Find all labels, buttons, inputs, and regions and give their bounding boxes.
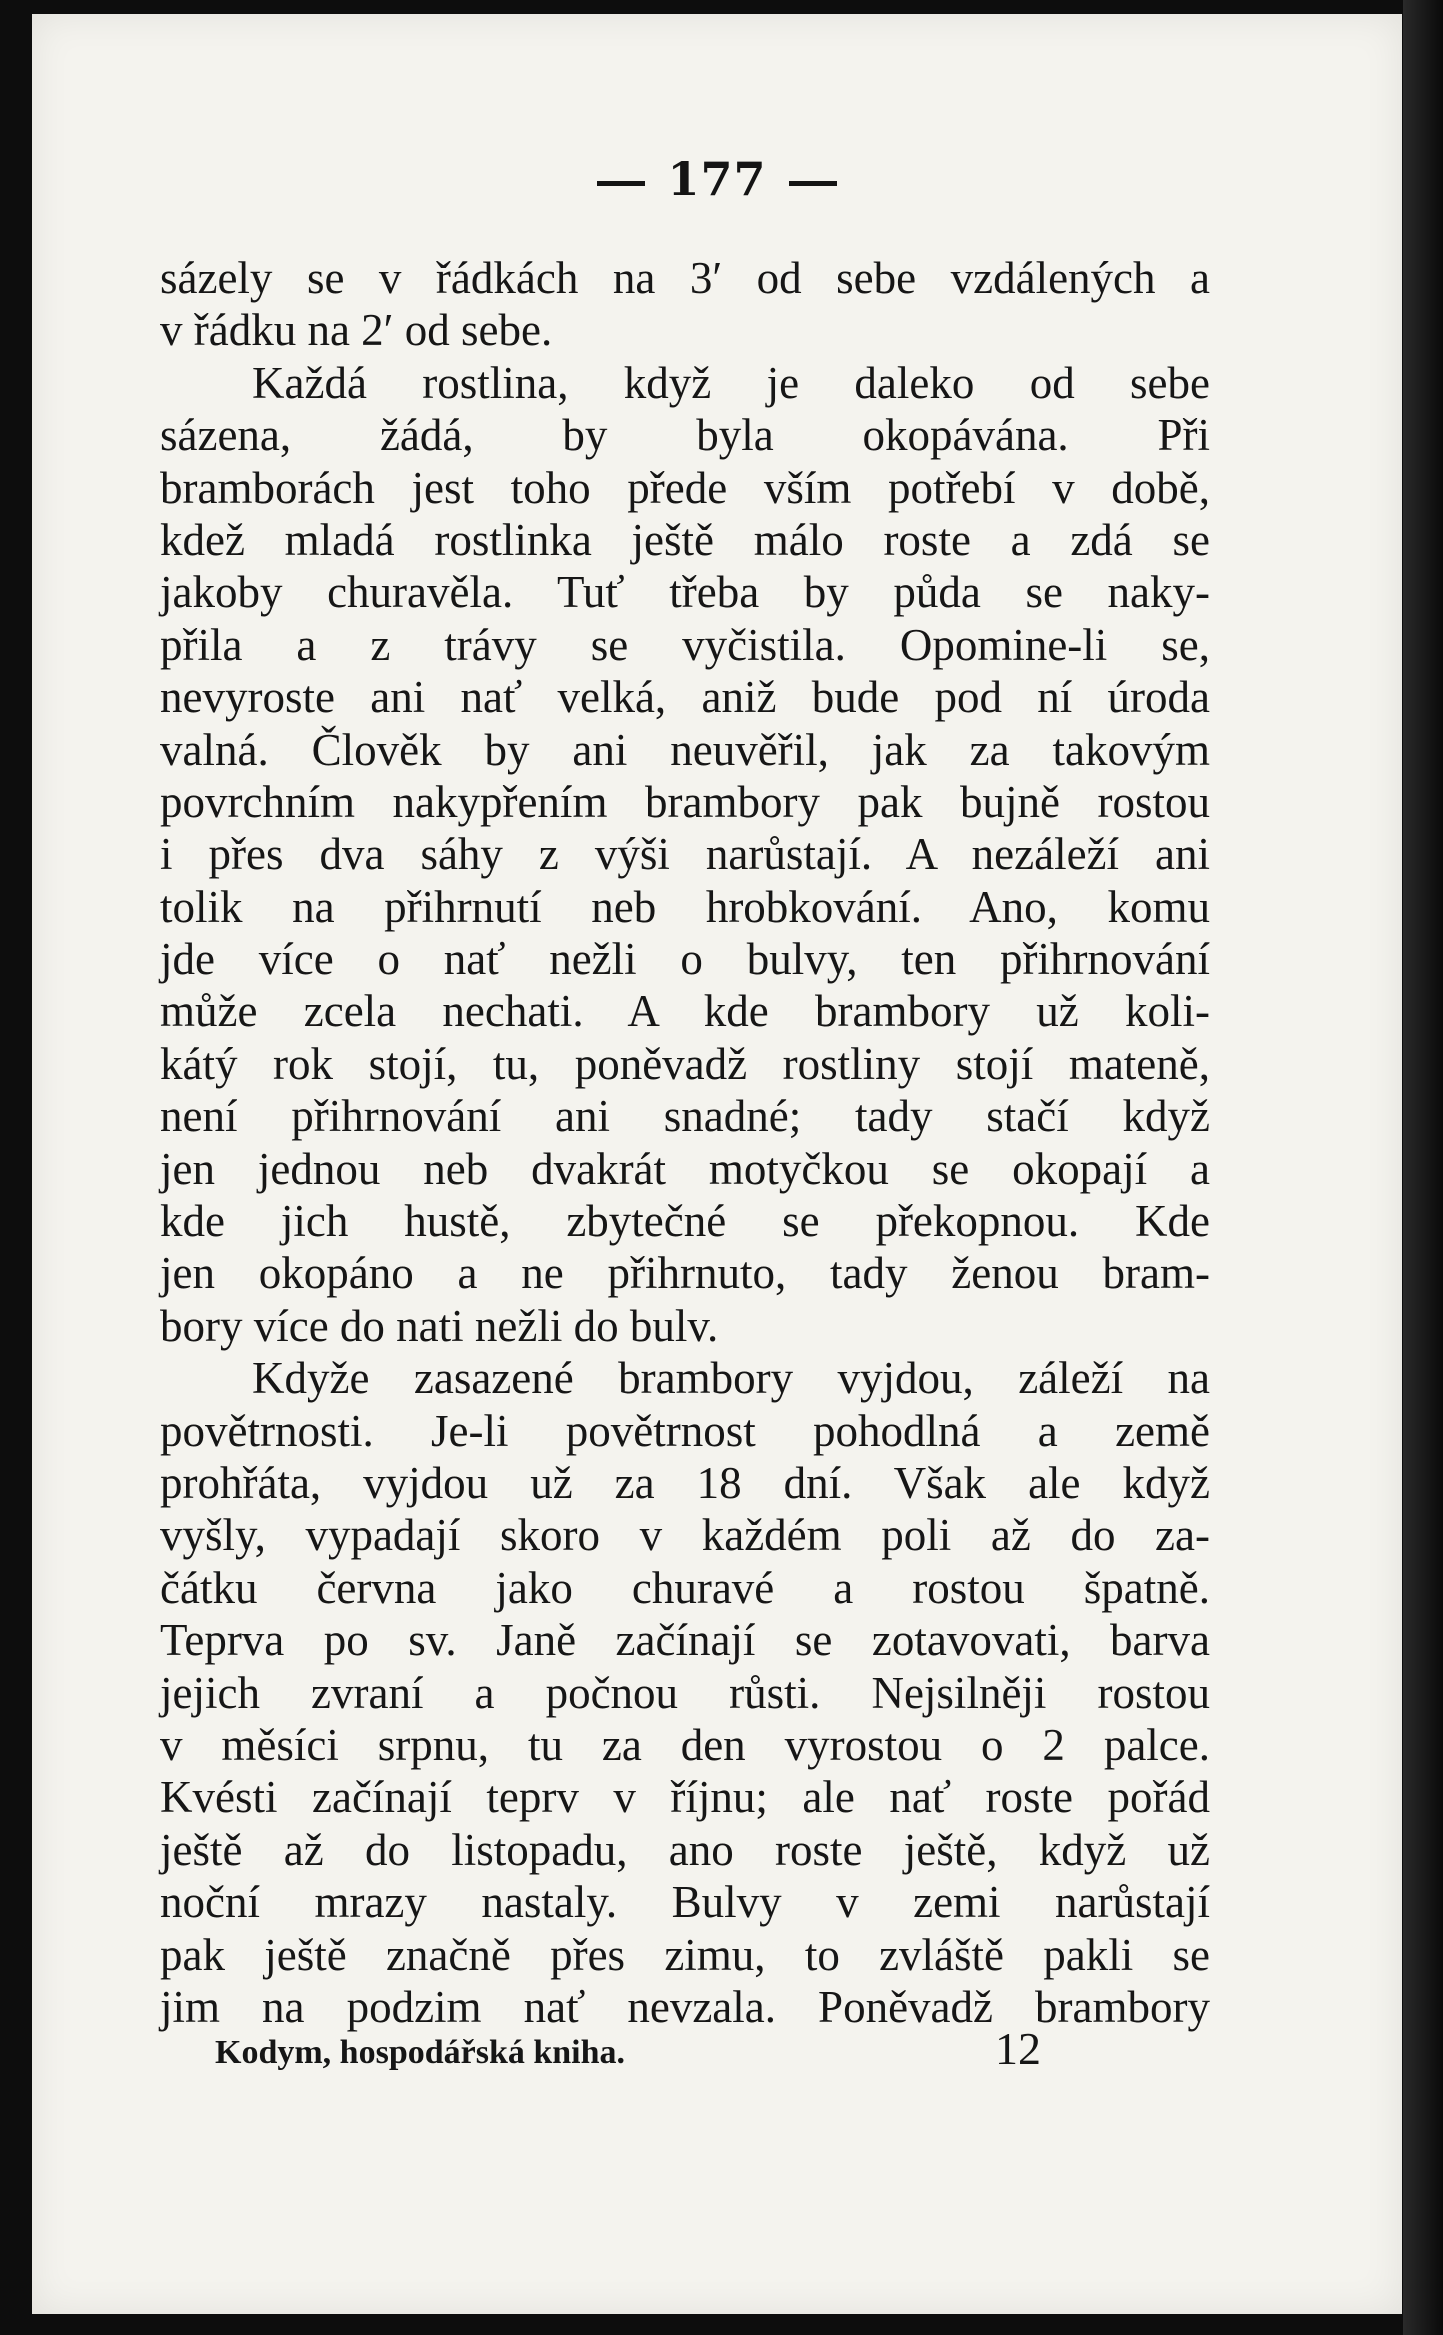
text-line: v řádku na 2′ od sebe.: [160, 305, 553, 356]
text-line: Teprva po sv. Janě začínají se zotavovati, barva: [160, 1615, 1210, 1666]
text-line: jen okopáno a ne přihrnuto, tady ženou bram-: [160, 1248, 1210, 1299]
text-line: bory více do nati nežli do bulv.: [160, 1300, 719, 1351]
text-line: kde jich hustě, zbytečné se překopnou. Kde: [160, 1196, 1210, 1247]
text-line: sázena, žádá, by byla okopávána. Při: [160, 410, 1210, 461]
page-footer: [215, 2023, 1075, 2074]
text-line: není přihrnování ani snadné; tady stačí když: [160, 1091, 1210, 1142]
header-dash-left: [597, 181, 645, 186]
page-number: 177: [667, 152, 767, 206]
footer-source: Kodym, hospodářská kniha.: [215, 2034, 626, 2071]
text-line: valná. Člověk by ani neuvěřil, jak za takovým: [160, 724, 1210, 775]
text-line: povětrnosti. Je-li povětrnost pohodlná a země: [160, 1405, 1210, 1456]
text-line: bramborách jest toho přede vším potřebí v době,: [160, 462, 1210, 513]
text-line: vyšly, vypadají skoro v každém poli až do za-: [160, 1510, 1210, 1561]
text-line: jakoby churavěla. Tuť třeba by půda se naky-: [160, 567, 1210, 618]
text-line: kdež mladá rostlinka ještě málo roste a zdá se: [160, 514, 1210, 565]
text-line: čátku června jako churavé a rostou špatně.: [160, 1562, 1210, 1613]
text-line: může zcela nechati. A kde brambory už koli-: [160, 986, 1210, 1037]
body-text: [160, 252, 1210, 2033]
text-line: jde více o nať nežli o bulvy, ten přihrnování: [160, 934, 1210, 985]
text-line: tolik na přihrnutí neb hrobkování. Ano, komu: [160, 881, 1210, 932]
text-line: Kdyže zasazené brambory vyjdou, záleží na: [252, 1353, 1210, 1404]
text-line: povrchním nakypřením brambory pak bujně rostou: [160, 776, 1210, 827]
text-line: nevyroste ani nať velká, aniž bude pod ní úroda: [160, 672, 1210, 723]
text-line: i přes dva sáhy z výši narůstají. A nezáleží ani: [160, 829, 1210, 880]
text-line: Každá rostlina, když je daleko od sebe: [252, 357, 1210, 408]
signature-mark: 12: [995, 2023, 1041, 2074]
text-line: sázely se v řádkách na 3′ od sebe vzdálených a: [160, 253, 1210, 303]
text-line: jejich zvraní a počnou růsti. Nejsilněji rostou: [160, 1667, 1210, 1718]
text-line: jen jednou neb dvakrát motyčkou se okopají a: [160, 1143, 1210, 1194]
page-edge: [1403, 0, 1443, 2335]
text-line: jim na podzim nať nevzala. Poněvadž brambory: [160, 1981, 1210, 2032]
text-line: ještě až do listopadu, ano roste ještě, když už: [160, 1824, 1210, 1875]
page-header: [32, 152, 1402, 206]
text-line: přila a z trávy se vyčistila. Opomine-li se,: [160, 619, 1210, 670]
header-dash-right: [789, 181, 837, 186]
text-line: Kvésti začínají teprv v říjnu; ale nať roste pořád: [160, 1772, 1210, 1823]
text-line: kátý rok stojí, tu, poněvadž rostliny stojí mateně,: [160, 1038, 1210, 1089]
text-line: prohřáta, vyjdou už za 18 dní. Však ale když: [160, 1457, 1210, 1508]
text-line: noční mrazy nastaly. Bulvy v zemi narůstají: [160, 1877, 1210, 1928]
text-line: v měsíci srpnu, tu za den vyrostou o 2 palce.: [160, 1719, 1210, 1770]
book-page: [32, 14, 1402, 2314]
text-line: pak ještě značně přes zimu, to zvláště pakli se: [160, 1929, 1210, 1980]
